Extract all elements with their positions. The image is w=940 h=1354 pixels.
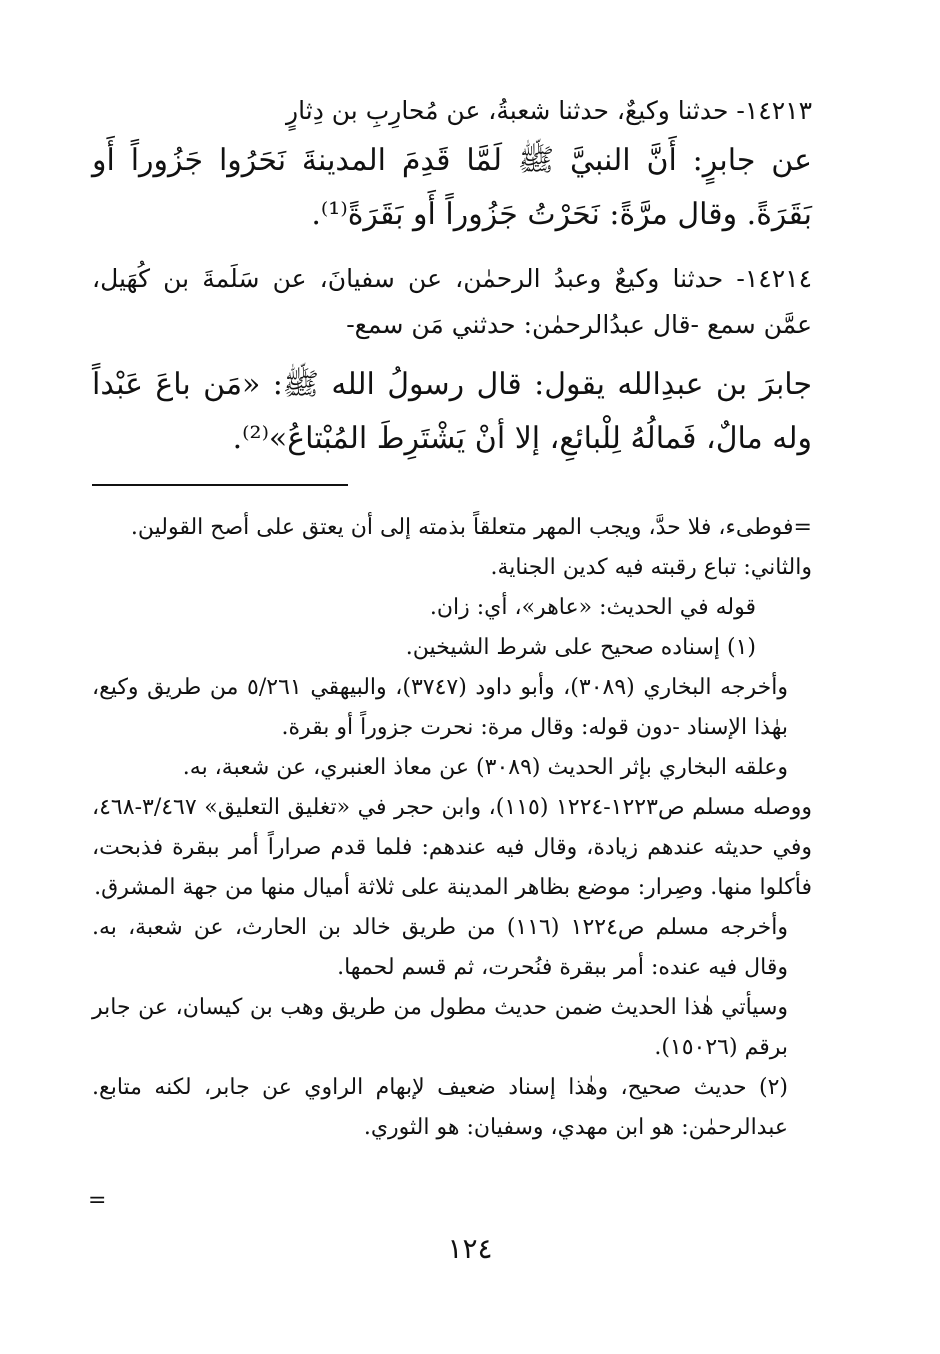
footnote-line: وأخرجه البخاري (٣٠٨٩)، وأبو داود (٣٧٤٧)، والبيهقي ٥/٢٦١ من طريق وكيع، بهٰذا الإسناد -دون قوله: وقال مرة: نحرت جزوراً أو بقرة. — [92, 675, 789, 740]
page-number: ١٢٤ — [447, 1232, 493, 1265]
footnote-separator — [92, 484, 348, 486]
continuation-mark: = — [88, 1188, 107, 1213]
footnote-1-marker-line: (١) إسناده صحيح على شرط الشيخين. — [405, 635, 756, 660]
footnote-line: والثاني: تباع رقبته فيه كدين الجناية. — [490, 555, 812, 580]
footnote-line: وأخرجه مسلم ص١٢٢٤ (١١٦) من طريق خالد بن الحارث، عن شعبة، به. وقال فيه عنده: أمر ببقرة فنُحرت، ثم قسم لحمها. — [92, 915, 789, 980]
hadith-14213-chain: ١٤٢١٣- حدثنا وكيعٌ، حدثنا شعبةُ، عن مُحارِبِ بن دِثارٍ — [286, 96, 812, 125]
footnote-line: ووصله مسلم ص١٢٢٣-١٢٢٤ (١١٥)، وابن حجر في «تغليق التعليق» ٣/٤٦٧-٤٦٨، وفي حديثه عندهم زيادة، وقال فيه عندهم: فلما قدم صراراً أمر ببقرة فذبحت، فأكلوا منها. وصِرار: موضع بظاهر المدينة على ثلاثة أميال منها من جهة المشرق. — [92, 795, 812, 900]
main-text — [92, 88, 812, 466]
footnote-2-marker-line: (٢) حديث صحيح، وهٰذا إسناد ضعيف لإبهام الراوي عن جابر، لكنه متابع. عبدالرحمٰن: هو ابن مهدي، وسفيان: هو الثوري. — [92, 1075, 788, 1140]
footnotes — [92, 508, 812, 1148]
hadith-14214-chain: ١٤٢١٤- حدثنا وكيعٌ وعبدُ الرحمٰن، عن سفيانَ، عن سَلَمةَ بن كُهَيل، عمَّن سمع -قال عبدُالرحمٰن: حدثني مَن سمع- — [92, 264, 812, 339]
footnote-line: وسيأتي هٰذا الحديث ضمن حديث مطول من طريق وهب بن كيسان، عن جابر برقم (١٥٠٢٦). — [92, 995, 788, 1060]
footnote-line: قوله في الحديث: «عاهر»، أي: زان. — [429, 595, 756, 620]
hadith-14214-text: جابرَ بن عبدِالله يقول: قال رسولُ الله ﷺ: «مَن باعَ عَبْداً وله مالٌ، فَمالُهُ لِلْبائعِ، إلا أنْ يَشْتَرِطَ المُبْتاعُ»⁽²⁾. — [92, 367, 812, 456]
hadith-14213-text: عن جابرٍ: أَنَّ النبيَّ ﷺ لَمَّا قَدِمَ المدينةَ نَحَرُوا جَزُوراً أَو بَقَرَةً. وقال مرَّةً: نَحَرْتُ جَزُوراً أَو بَقَرَةً⁽¹⁾. — [92, 143, 812, 232]
footnote-line: وعلقه البخاري بإثر الحديث (٣٠٨٩) عن معاذ العنبري، عن شعبة، به. — [182, 755, 788, 780]
footnote-line: =فوطىء، فلا حدَّ، ويجب المهر متعلقاً بذمته إلى أن يعتق على أصح القولين. — [130, 515, 812, 540]
